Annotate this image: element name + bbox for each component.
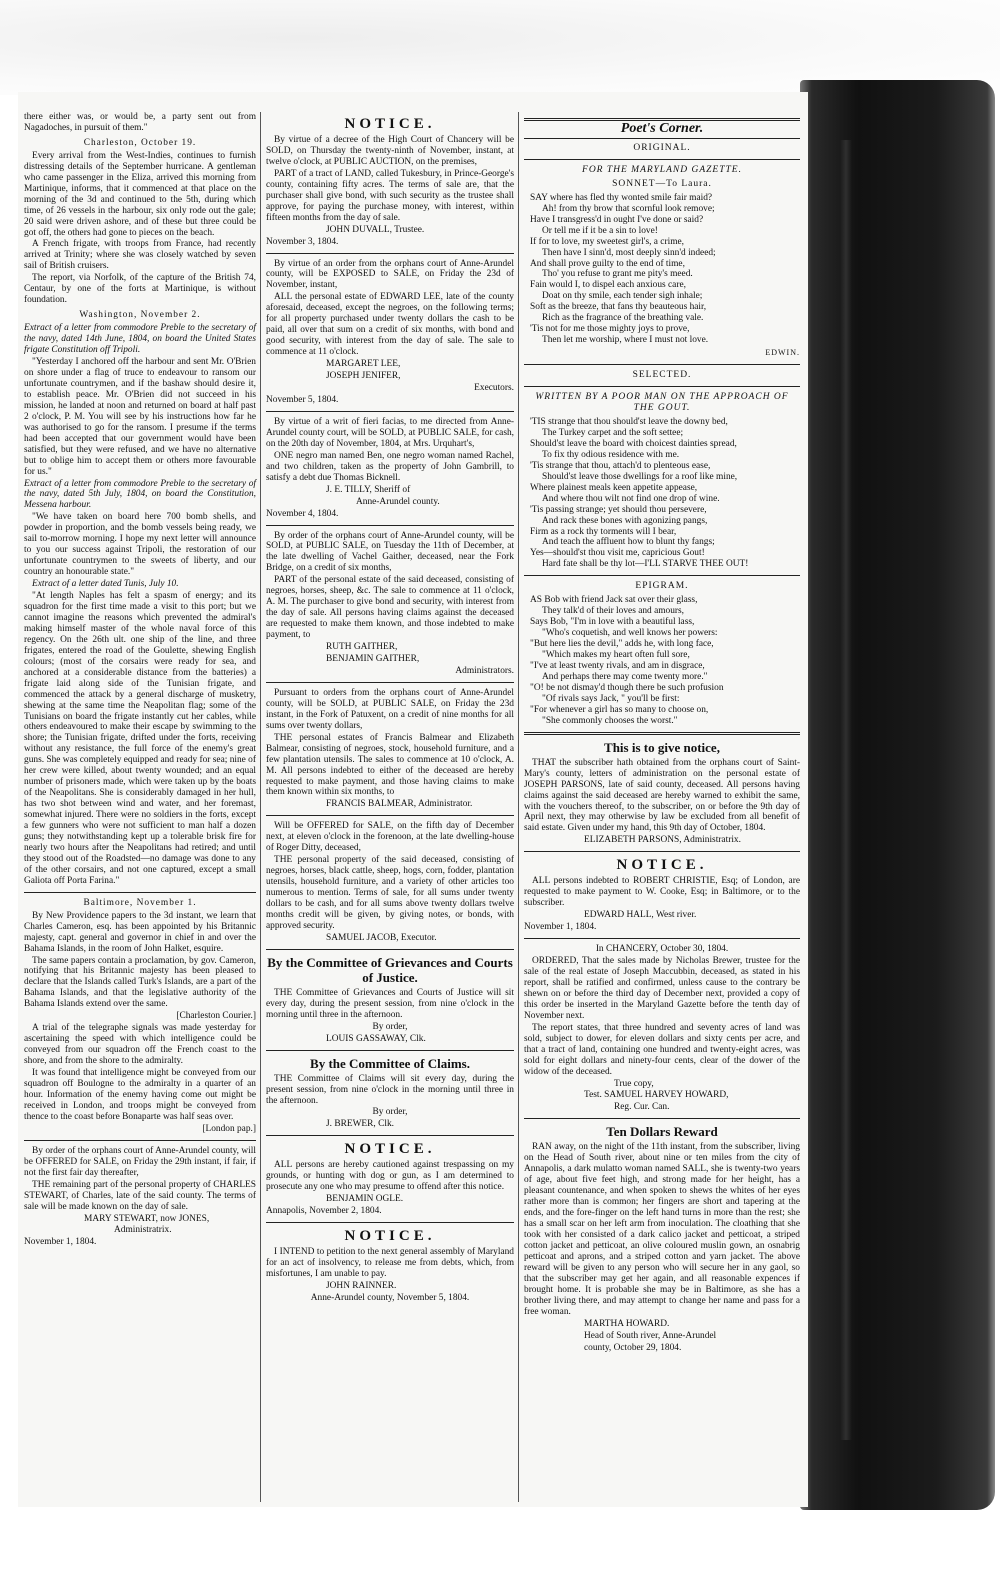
signature-title: Reg. Cur. Can. [614,1102,670,1113]
divider [524,938,800,939]
binding-sheen [840,140,852,1440]
verse-line: "Of rivals says Jack, " you'll be first: [542,693,680,704]
divider [524,575,800,576]
paragraph: By virtue of a decree of the High Court of Chancery will be SOLD, on Thursday the twenty-ninth of November, instant, at twelve o'clock, at PUBLIC AUCTION, on the premises, [266,135,514,167]
paragraph: THE personal property of the said deceased, consisting of negroes, horses, black cattle, sheep, hogs, corn, fodder, plantation utensils, household furniture, and a variety of other articles too numerous to mention. Terms of sale, for all sums under twenty dollars to be cash, and for all sums above twenty dollars twelve months credit will be given, by giving notes, or bonds, with approved security. [266,855,514,931]
verse-line: Have I transgress'd in ought I've done or said? [530,214,704,225]
section-label: SELECTED. [632,370,692,381]
divider [266,682,514,683]
divider [266,815,514,816]
notice-heading: NOTICE. [344,116,436,132]
verse-line: And perhaps there may come twenty more." [542,671,708,682]
dateline-washington: Washington, November 2. [79,310,201,321]
paragraph: The same papers contain a proclamation, by gov. Cameron, notifying that his Britannic majesty has been pleased to declare that the Islands called Turk's Islands, are a part of the Bahama Islands, and that the legislative authority of the Bahama Islands extend over the same. [24,955,256,1010]
column-1 [24,112,256,1249]
paragraph: By New Providence papers to the 3d instant, we learn that Charles Cameron, esq. has been appointed by his Britannic majesty, capt. general and governor in chief in and over the Bahama Islands, in the room of John Halket, esquire. [24,910,256,954]
extract-heading: Extract of a letter from commodore Preble to the secretary of the navy, dated 5th July, 1804, on board the Constitution, Messena harbour. [24,478,256,511]
signature: JOSEPH JENIFER, [326,371,401,382]
divider [266,1135,514,1136]
paragraph: "Yesterday I anchored off the harbour and sent Mr. O'Brien on shore under a flag of truce to endeavour to ransom our unfortunate countrymen, and if the bashaw should desire it, to establish peace. Mr. O'Brien did not succeed in his mission, he landed at noon and returned on board at half past 2 o'clock, P. M. You will see by his instructions how far he was authorised to go for the ransom. I presume if the terms had been accepted that our government would have been satisfied, but they were refused, and we have no alternative but to oblige him to accept them or others more favourable for us." [24,357,256,477]
paragraph: ONE negro man named Ben, one negro woman named Rachel, and two children, taken as the property of John Gambrill, to satisfy a debt due Thomas Bicknell. [266,450,514,483]
verse-line: 'Tis not for me those mighty joys to prove, [530,324,690,335]
signature: MARGARET LEE, [326,359,401,370]
signature: J. BREWER, Clk. [326,1119,394,1130]
verse-line: And shall prove guilty to the end of time, [530,258,685,269]
divider [24,892,256,893]
signature: RUTH GAITHER, [326,642,398,653]
signature-location: Head of South river, Anne-Arundel [584,1330,717,1341]
paragraph: I INTEND to petition to the next general assembly of Maryland for an act of insolvency, to release me from debts, which, from misfortunes, I am unable to pay. [266,1247,514,1280]
divider [266,411,514,412]
reward-heading: Ten Dollars Reward [606,1124,718,1140]
extract-heading: Extract of a letter dated Tunis, July 10. [32,579,179,590]
divider [266,253,514,254]
verse-line: To fix thy odious residence with me. [542,449,680,460]
signature: EDWARD HALL, West river. [584,910,697,921]
paragraph: By virtue of an order from the orphans court of Anne-Arundel county, will be EXPOSED to SALE, on Friday the 23d of November, instant, [266,258,514,291]
divider [524,732,800,735]
notice-heading: NOTICE. [344,1228,436,1245]
verse-line: "But here lies the devil," adds he, with long face, [530,639,714,650]
paragraph: Pursuant to orders from the orphans court of Anne-Arundel county, will be SOLD, at PUBLIC SALE, on Friday the 23d instant, in the Fork of Patuxent, on a credit of nine months for all sums over twenty dollars, [266,687,514,731]
chancery-dateline: In CHANCERY, October 30, 1804. [595,944,729,955]
divider [266,949,514,950]
divider [266,525,514,526]
verse-line: Where plainest meals keen appetite appease, [530,482,698,493]
verse-line: And where thou wilt not find one drop of wine. [542,493,720,504]
paragraph: RAN away, on the night of the 11th instant, from the subscriber, living on the Head of South river, about nine or ten miles from the city of Annapolis, a dark mulatto woman named SALL, she is twenty-two years of age, about five feet high, and strong made for her height, has a pleasant countenance, and when spoken to shews the whites of her eyes rather more than is common; her fingers are short and tapering at the ends, and the fore-finger on the left hand turns in more than the rest; she has a small scar on her left arm from inoculation. The cloathing that she took with her consisted of a dark calico jacket and petticoat, a striped cotton jacket and petticoat, an olive coloured muslin gown, an osnabrig petticoat and aprons, and a striped cotton and yarn jacket. The above reward will be given to any person who will secure her in any gaol, so that the subscriber may get her again, and all reasonable expences if brought home. It is probable she may be in Baltimore, as she has a brother living there, and may attempt to change her name and pass for a free woman. [524,1142,800,1317]
signature: BENJAMIN OGLE. [326,1194,404,1205]
committee-heading: By the Committee of Grievances and Courts of Justice. [267,954,513,985]
paragraph: By virtue of a writ of fieri facias, to me directed from Anne-Arundel county court, will be SOLD, at PUBLIC SALE, for cash, on the 20th day of November, 1804, at Mrs. Urquhart's, [266,416,514,449]
newspaper-page [18,92,808,1507]
paragraph: ORDERED, That the sales made by Nicholas Brewer, trustee for the sale of the real estate of Joseph Maccubbin, deceased, as stated in his report, shall be ratified and confirmed, unless cause to the contrary be shewn on or before the third day of December next, provided a copy of this order be inserted in the Maryland Gazette before the tenth day of November next. [524,956,800,1021]
verse-line: Tho' you refuse to grant me pity's meed. [542,269,693,280]
verse-line: 'Tis passing strange; yet should thou persevere, [530,504,707,515]
verse-line: Ah! from thy brow that scornful look remove; [542,203,715,214]
signature: FRANCIS BALMEAR, Administrator. [326,799,473,810]
paragraph: ALL persons indebted to ROBERT CHRISTIE, Esq; of London, are requested to make payment to W. Cooke, Esq; in Baltimore, or to the subscriber. [524,876,800,909]
committee-heading: By the Committee of Claims. [310,1055,470,1071]
notice-heading: NOTICE. [344,1141,436,1158]
notice-date: county, October 29, 1804. [584,1342,682,1353]
paragraph: THE remaining part of the personal property of CHARLES STEWART, of Charles, late of the said county. The terms of sale will be made known on the day of sale. [24,1179,256,1212]
paragraph: "At length Naples has felt a spasm of energy; and its squadron for the first time made a visit to this port; but we cannot imagine the reasons which prevented the admiral's making himself master of the whole naval force of this regency. On the 26th ult. one ship of the line, and three frigates, entered the road of the Goulette, shewing English colours; (most of the corsairs were ready for sea, and anchored at a considerable distance from the batteries) a frigate laid along side of the Tunisian frigate, and commenced the attack by a general discharge of musketry, shewing at the same time the Neapolitan flag; some of the Tunisians on board the frigate instantly cut her cables, while others endeavoured to make their escape by swimming to the shore; the Tunisian frigate, drifted under the forts, receiving without any resistance, the full force of the enemy's great guns. She was completely equipped and ready for sea; nine of her crew were killed, about twenty wounded; and an equal number of prisoners made, which were taken up by the boats of the Neapolitans. She is considerably damaged in her hull, has two shot between wind and water, and her foremast, somewhat injured. There were no soldiers in the forts, except a few gunners who were not sufficient to man half a dozen guns; they notwithstanding kept up a tolerable brisk fire for nearly two hours after the Neapolitans had retired; and until they stood out of the Roadsted—no damage was done to any of the other corsairs, and not one captured, except a small Galiota off Porta Farina." [24,591,256,886]
signature: MARTHA HOWARD. [584,1318,670,1329]
divider [524,159,800,160]
notice-date: November 5, 1804. [266,394,339,405]
verse-line: Yes—should'st thou visit me, capricious Gout! [530,548,705,559]
verse-line: Should'st leave the board with choicest dainties spread, [530,438,737,449]
verse-line: They talk'd of their loves and amours, [542,606,685,617]
signature-title: Administrators. [455,665,514,676]
signature: JOHN RAINNER. [326,1281,397,1292]
notice-date: November 4, 1804. [266,508,339,519]
divider [266,1222,514,1223]
verse-line: Doat on thy smile, each tender sigh inhale; [542,291,703,302]
verse-line: Then let me worship, where I must not love. [542,335,709,346]
source-credit: [Charleston Courier.] [176,1011,256,1022]
divider [524,851,800,852]
section-label: ORIGINAL. [633,142,691,153]
verse-line: "I've at least twenty rivals, and am in disgrace, [530,660,705,671]
signature: JOHN DUVALL, Trustee. [326,224,425,235]
by-order: By order, [372,1107,408,1118]
book-binding [800,80,995,1510]
verse-line: Then have I sinn'd, most deeply sinn'd indeed; [542,247,716,258]
signature: ELIZABETH PARSONS, Administratrix. [584,835,741,846]
paragraph: The report, via Norfolk, of the capture of the British 74, Centaur, by one of the forts at Martinique, is without foundation. [24,273,256,306]
true-copy: True copy, [614,1078,654,1089]
paragraph: Will be OFFERED for SALE, on the fifth day of December next, at eleven o'clock in the forenoon, at the late dwelling-house of Roger Ditty, deceased, [266,821,514,854]
paragraph: The report states, that three hundred and seventy acres of land was sold, subject to dower, for eleven dollars and sixty cents per acre, and that a tract of land, containing one hundred and twenty-eight acres, was sold for eight dollars and ninety-four cents, clear of the dower of the widow of the deceased. [524,1022,800,1077]
verse-line: "She commonly chooses the worst." [542,715,678,726]
divider [524,1118,800,1119]
poem-title: EPIGRAM. [635,581,689,592]
paragraph: THE Committee of Claims will sit every day, during the present session, from nine o'clock in the morning until three in the afternoon. [266,1073,514,1106]
verse-line: If for to love, my sweetest girl's, a crime, [530,236,684,247]
verse-line: 'TIS strange that thou should'st leave the downy bed, [530,416,728,427]
verse-line: Rich as the fragrance of the breathing vale. [542,313,704,324]
verse-line: Says Bob, "I'm in love with a beautiful lass, [530,617,695,628]
paragraph: THAT the subscriber hath obtained from the orphans court of Saint-Mary's county, letters of administration on the personal estate of JOSEPH PARSONS, late of said county, deceased. All persons having claims against the said deceased are hereby warned to exhibit the same, with the vouchers thereof, to the subscriber, on or before the 9th day of April next, they may otherwise by law be excluded from all benefit of said estate. Given under my hand, this 9th day of October, 1804. [524,757,800,834]
verse-line: Firm as a rock thy torments will I bear, [530,526,677,537]
verse-line: Fain would I, to dispel each anxious care, [530,280,686,291]
notice-date: November 3, 1804. [266,236,339,247]
verse-line: 'Tis strange that thou, attach'd to plenteous ease, [530,460,711,471]
source-credit: [London pap.] [202,1123,256,1134]
poem-title: SONNET—To Laura. [612,178,712,189]
epigram-verse [524,595,800,726]
paragraph: A French frigate, with troops from France, had recently arrived at Trinity; where she was closely watched by seven sail of British cruisers. [24,239,256,272]
paragraph: "We have taken on board here 700 bomb shells, and powder in proportion, and the bomb vessels being ready, we sail to-morrow morning. I hope my next letter will announce to you our success against Tripoli, the restoration of our unfortunate countrymen to the sweets of liberty, and our country an honourable state." [24,512,256,578]
verse-line: "O! be not dismay'd though there be such profusion [530,682,724,693]
column-3 [524,112,800,1355]
verse-line: Soft as the breeze, that fans thy beauteous hair, [530,302,707,313]
paragraph: ALL persons are hereby cautioned against trespassing on my grounds, or hunting with dog or gun, as I am determined to prosecute any one who may presume to offend after this notice. [266,1160,514,1193]
notice-heading: NOTICE. [616,857,708,874]
notice-date: Annapolis, November 2, 1804. [266,1206,382,1217]
by-order: By order, [372,1021,408,1032]
signature: MARY STEWART, now JONES, [84,1213,210,1224]
verse-line: "Who's coquetish, and well knows her powers: [542,628,718,639]
poets-corner-heading: Poet's Corner. [524,118,800,139]
signature: LOUIS GASSAWAY, Clk. [326,1033,426,1044]
sonnet-verse [524,193,800,346]
signature-title: Anne-Arundel county. [356,496,440,507]
verse-line: And teach the affluent how to blunt thy fangs; [542,537,715,548]
signature-title: Administratrix. [114,1225,172,1236]
article-fragment: there either was, or would be, a party sent out from Nagadoches, in pursuit of them." [24,112,256,133]
signature: J. E. TILLY, Sheriff of [326,484,411,495]
signature: BENJAMIN GAITHER, [326,653,420,664]
paragraph: ALL the personal estate of EDWARD LEE, late of the county aforesaid, deceased, except the negroes, on the following terms; for all property purchased under twenty dollars the cash to be paid, all over that sum on a credit of six months, with bond and good security, with interest from the day of sale. The sale to commence at 11 o'clock. [266,292,514,358]
extract-heading: Extract of a letter from commodore Preble to the secretary of the navy, dated 14th June, 1804, on board the United States frigate Constitution off Tripoli. [24,323,256,356]
verse-line: Or tell me if it be a sin to love! [542,225,658,236]
paragraph: A trial of the telegraphe signals was made yesterday for ascertaining the speed with which intelligence could be conveyed from our squadron off the French coast to the shore, and from the shore to the admiralty. [24,1023,256,1067]
notice-date: November 1, 1804. [24,1237,97,1248]
paragraph: PART of the personal estate of the said deceased, consisting of negroes, horses, sheep, &c. The sale to commence at 11 o'clock, A. M. The purchaser to give bond and security, with interest from the day of sale. All persons having claims against the deceased are requested to make them known, and those indebted to make payment, to [266,575,514,641]
paragraph: THE Committee of Grievances and Courts of Justice will sit every day, during the present session, from nine o'clock in the morning until three in the afternoon. [266,987,514,1020]
paragraph: By order of the orphans court of Anne-Arundel county, will be SOLD, at PUBLIC SALE, on Tuesday the 11th of December, at the late dwelling of Vachel Gaither, deceased, near the Fork Bridge, on a credit of six months, [266,530,514,574]
paragraph: Every arrival from the West-Indies, continues to furnish distressing details of the September hurricane. A gentleman who came passenger in the Eliza, arrived this morning from Martinique, informs, that it commenced at that place on the morning of the 3d and continued to the 5th, during which time, of 26 vessels in the harbour, six only rode out the gale; 20 said were driven ashore, and of these but three could be got off, the others had gone to pieces on the beach. [24,150,256,238]
notice-heading: This is to give notice, [604,739,720,755]
paragraph: By order of the orphans court of Anne-Arundel county, will be OFFERED for SALE, on Friday the 29th instant, if fair, if not the first fair day thereafter, [24,1145,256,1178]
verse-line: Should'st leave those dwellings for a roof like mine, [542,471,738,482]
poem-source: FOR THE MARYLAND GAZETTE. [582,164,742,175]
verse-line: "For whenever a girl has so many to choose on, [530,704,709,715]
paragraph: THE personal estates of Francis Balmear and Elizabeth Balmear, consisting of negroes, stock, household furniture, and a few plantation utensils. The sales to commence at 10 o'clock, A. M. All persons indebted to either of the deceased are hereby requested to make payment, and those having claims to make them known within six months, to [266,732,514,798]
dateline-baltimore: Baltimore, November 1. [83,897,197,908]
notice-date: Anne-Arundel county, November 5, 1804. [310,1292,470,1303]
divider [266,1050,514,1051]
dateline-charleston: Charleston, October 19. [83,137,197,148]
notice-date: November 1, 1804. [524,922,597,933]
verse-line: Hard fate shall be thy lot—I'LL STARVE THEE OUT! [542,559,749,570]
verse-line: "Which makes my heart often full sore, [542,650,690,661]
divider [24,1140,256,1141]
poem-title: WRITTEN BY A POOR MAN ON THE APPROACH OF THE GOUT. [535,392,789,414]
signature: SAMUEL JACOB, Executor. [326,932,437,943]
divider [524,364,800,365]
column-2 [266,112,514,1305]
signature-title: Executors. [474,383,514,394]
divider [524,386,800,387]
verse-line: And rack these bones with agonizing pangs, [542,515,708,526]
paragraph: PART of a tract of LAND, called Tukesbury, in Prince-George's county, containing fifty acres. The terms of sale are, that the purchaser shall give bond, with such security as the trustee shall approve, for paying the purchase money, with interest, within fifteen months from the day of sale. [266,168,514,223]
poem-author: EDWIN. [765,348,800,358]
paragraph: It was found that intelligence might be conveyed from our squadron off Boulogne to the admiralty in a quarter of an hour. Information of the enemy having come out might be received in London, and troops might be conveyed from thence to the coast before Bonaparte was half seas over. [24,1068,256,1122]
gout-verse [524,417,800,570]
verse-line: The Turkey carpet and the soft settee; [542,427,684,438]
verse-line: AS Bob with friend Jack sat over their glass, [530,595,698,606]
signature: Test. SAMUEL HARVEY HOWARD, [584,1090,729,1101]
verse-line: SAY where has fled thy wonted smile fair maid? [530,192,713,203]
